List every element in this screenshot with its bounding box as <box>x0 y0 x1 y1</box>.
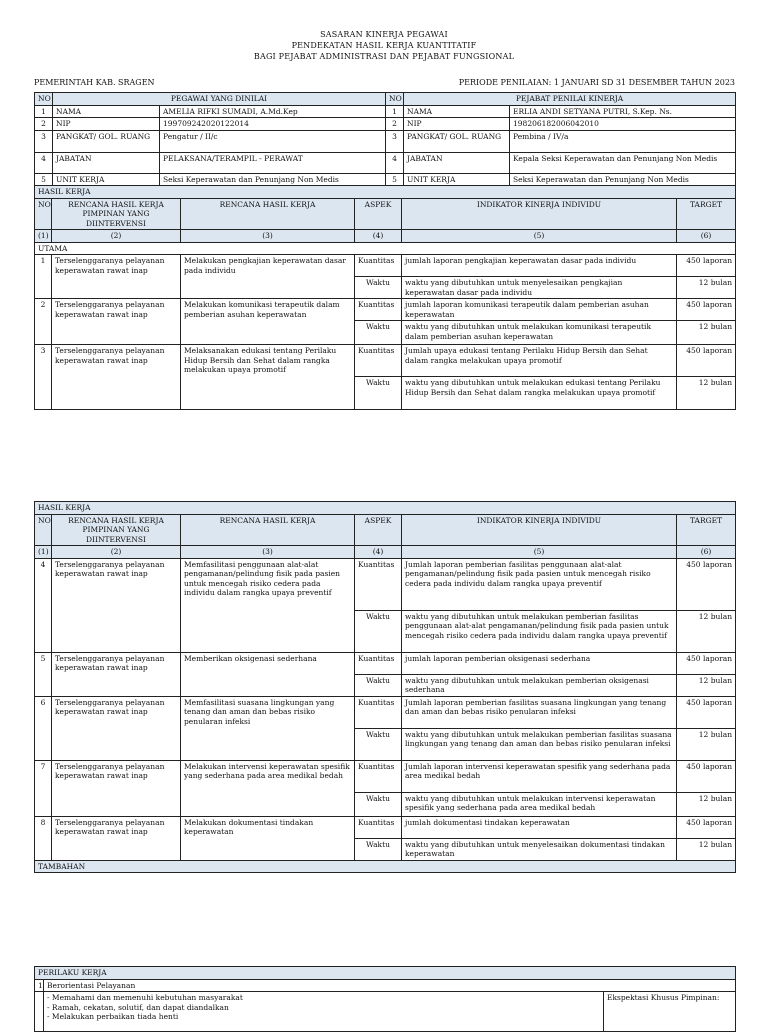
row-no: 1 <box>35 255 52 299</box>
penilai-header: PEJABAT PENILAI KINERJA <box>404 93 736 106</box>
rencana-hasil-kerja: Memfasilitasi suasana lingkungan yang tenang dan aman dan bebas risiko penularan infeksi <box>181 696 355 760</box>
identity-label: NAMA <box>53 105 160 118</box>
rencana-pimpinan: Terselenggaranya pelayanan keperawatan rawat inap <box>52 696 181 760</box>
rencana-hasil-kerja: Memberikan oksigenasi sederhana <box>181 652 355 696</box>
column-header: RENCANA HASIL KERJA PIMPINAN YANG DIINTERVENSI <box>52 198 181 230</box>
column-header: RENCANA HASIL KERJA <box>181 514 355 546</box>
table-row <box>35 760 736 792</box>
identity-no: 2 <box>35 118 53 131</box>
target: 450 laporan <box>677 255 736 277</box>
aspek: Waktu <box>355 792 402 816</box>
pegawai-value: PELAKSANA/TERAMPIL - PERAWAT <box>160 152 386 173</box>
penilai-value: Pembina / IV/a <box>510 130 736 152</box>
aspek: Waktu <box>355 377 402 410</box>
column-header: TARGET <box>677 514 736 546</box>
table-row <box>35 816 736 838</box>
rencana-hasil-kerja: Memfasilitasi penggunaan alat-alat pengamanan/pelindung fisik pada pasien untuk mencegah risiko cedera pada individu dalam rangka upaya preventif <box>181 558 355 652</box>
row-no: 8 <box>35 816 52 860</box>
aspek: Waktu <box>355 321 402 345</box>
utama-label: UTAMA <box>35 242 736 255</box>
target: 12 bulan <box>677 377 736 410</box>
rencana-hasil-kerja: Melakukan pengkajian keperawatan dasar pada individu <box>181 255 355 299</box>
indikator: waktu yang dibutuhkan untuk melakukan pemberian fasilitas penggunaan alat-alat pengamanan/pelindung fisik pada pasien untuk mencegah risiko cedera pada individu dalam rangka upaya preventif <box>402 610 677 652</box>
column-number: (1) <box>35 546 52 559</box>
target: 12 bulan <box>677 792 736 816</box>
identity-row <box>35 118 736 131</box>
pegawai-header: PEGAWAI YANG DINILAI <box>53 93 386 106</box>
target: 12 bulan <box>677 728 736 760</box>
row-no: 7 <box>35 760 52 816</box>
identity-label: JABATAN <box>53 152 160 173</box>
rencana-pimpinan: Terselenggaranya pelayanan keperawatan rawat inap <box>52 255 181 299</box>
target: 450 laporan <box>677 558 736 610</box>
column-header: NO <box>35 514 52 546</box>
identity-table <box>34 92 736 186</box>
column-header-row <box>35 198 736 230</box>
aspek: Kuantitas <box>355 299 402 321</box>
rencana-hasil-kerja: Melakukan intervensi keperawatan spesifik yang sederhana pada area medikal bedah <box>181 760 355 816</box>
penilai-value: 198206182006042010 <box>510 118 736 131</box>
target: 12 bulan <box>677 838 736 860</box>
ekspektasi-pimpinan: Ekspektasi Khusus Pimpinan: <box>604 992 736 1032</box>
aspek: Kuantitas <box>355 760 402 792</box>
indikator: waktu yang dibutuhkan untuk melakukan pemberian oksigenasi sederhana <box>402 674 677 696</box>
perilaku-no: 1 <box>35 979 44 992</box>
column-header-row <box>35 514 736 546</box>
identity-label-right: JABATAN <box>404 152 510 173</box>
target: 12 bulan <box>677 321 736 345</box>
indikator: waktu yang dibutuhkan untuk melakukan edukasi tentang Perilaku Hidup Bersih dan Sehat dalam rangka melakukan upaya promotif <box>402 377 677 410</box>
column-header: ASPEK <box>355 514 402 546</box>
section-row <box>35 186 736 199</box>
aspek: Kuantitas <box>355 255 402 277</box>
column-header: TARGET <box>677 198 736 230</box>
column-header: RENCANA HASIL KERJA PIMPINAN YANG DIINTERVENSI <box>52 514 181 546</box>
hasil-kerja-table-2 <box>34 501 736 873</box>
indikator: jumlah laporan pengkajian keperawatan dasar pada individu <box>402 255 677 277</box>
pegawai-value: Seksi Keperawatan dan Penunjang Non Medis <box>160 173 386 186</box>
identity-no: 3 <box>35 130 53 152</box>
tambahan-label: TAMBAHAN <box>35 860 736 873</box>
hasil-kerja-table-1 <box>34 185 736 410</box>
identity-no-right: 1 <box>386 105 404 118</box>
section-row <box>35 502 736 515</box>
id-no-header: NO <box>35 93 53 106</box>
tambahan-row <box>35 860 736 873</box>
perilaku-point: - Melakukan perbaikan tiada henti <box>47 1012 179 1021</box>
indikator: waktu yang dibutuhkan untuk menyelesaikan pengkajian keperawatan dasar pada individu <box>402 277 677 299</box>
identity-row <box>35 105 736 118</box>
target: 450 laporan <box>677 816 736 838</box>
rencana-pimpinan: Terselenggaranya pelayanan keperawatan rawat inap <box>52 816 181 860</box>
aspek: Kuantitas <box>355 558 402 610</box>
id-no-header-right: NO <box>386 93 404 106</box>
table-row <box>35 652 736 674</box>
row-no: 6 <box>35 696 52 760</box>
column-header: NO <box>35 198 52 230</box>
indikator: jumlah laporan pemberian oksigenasi sederhana <box>402 652 677 674</box>
aspek: Kuantitas <box>355 652 402 674</box>
target: 450 laporan <box>677 696 736 728</box>
column-header: INDIKATOR KINERJA INDIVIDU <box>402 514 677 546</box>
identity-label: UNIT KERJA <box>53 173 160 186</box>
indikator: jumlah laporan komunikasi terapeutik dalam pemberian asuhan keperawatan <box>402 299 677 321</box>
identity-no: 4 <box>35 152 53 173</box>
table-row <box>35 255 736 277</box>
rencana-hasil-kerja: Melakukan dokumentasi tindakan keperawatan <box>181 816 355 860</box>
column-header: INDIKATOR KINERJA INDIVIDU <box>402 198 677 230</box>
identity-label-right: UNIT KERJA <box>404 173 510 186</box>
table-row <box>35 558 736 610</box>
indikator: Jumlah upaya edukasi tentang Perilaku Hidup Bersih dan Sehat dalam rangka melakukan upaya promotif <box>402 345 677 377</box>
column-number: (5) <box>402 546 677 559</box>
identity-row <box>35 152 736 173</box>
table-row <box>35 345 736 377</box>
rencana-hasil-kerja: Melakukan komunikasi terapeutik dalam pemberian asuhan keperawatan <box>181 299 355 345</box>
rencana-pimpinan: Terselenggaranya pelayanan keperawatan rawat inap <box>52 299 181 345</box>
row-no: 4 <box>35 558 52 652</box>
aspek: Kuantitas <box>355 696 402 728</box>
perilaku-kerja-table <box>34 966 736 1032</box>
aspek: Kuantitas <box>355 345 402 377</box>
identity-no: 1 <box>35 105 53 118</box>
column-number: (3) <box>181 546 355 559</box>
pegawai-value: 199709242020122014 <box>160 118 386 131</box>
period-label: PERIODE PENILAIAN: 1 JANUARI SD 31 DESEMBER TAHUN 2023 <box>458 78 735 87</box>
indikator: waktu yang dibutuhkan untuk melakukan pemberian fasilitas suasana lingkungan yang tenang dan aman dan bebas risiko penularan infeksi <box>402 728 677 760</box>
identity-row <box>35 173 736 186</box>
aspek: Waktu <box>355 728 402 760</box>
perilaku-point: - Memahami dan memenuhi kebutuhan masyarakat <box>47 993 243 1002</box>
target: 12 bulan <box>677 277 736 299</box>
table-row <box>35 299 736 321</box>
column-number: (4) <box>355 546 402 559</box>
identity-no: 5 <box>35 173 53 186</box>
target: 450 laporan <box>677 760 736 792</box>
column-number: (2) <box>52 230 181 243</box>
doc-title-line3: BAGI PEJABAT ADMINISTRASI DAN PEJABAT FUNGSIONAL <box>253 52 515 61</box>
perilaku-item: Berorientasi Pelayanan <box>44 979 736 992</box>
column-header: RENCANA HASIL KERJA <box>181 198 355 230</box>
penilai-value: Kepala Seksi Keperawatan dan Penunjang Non Medis <box>510 152 736 173</box>
indikator: Jumlah laporan pemberian fasilitas penggunaan alat-alat pengamanan/pelindung fisik pada pasien untuk mencegah risiko cedera pada individu dalam rangka upaya preventif <box>402 558 677 610</box>
target: 450 laporan <box>677 652 736 674</box>
target: 12 bulan <box>677 610 736 652</box>
doc-title-line2: PENDEKATAN HASIL KERJA KUANTITATIF <box>291 41 477 50</box>
hasil-kerja-label: HASIL KERJA <box>35 186 736 199</box>
rencana-pimpinan: Terselenggaranya pelayanan keperawatan rawat inap <box>52 760 181 816</box>
perilaku-title: PERILAKU KERJA <box>35 967 736 980</box>
perilaku-point: - Ramah, cekatan, solutif, dan dapat diandalkan <box>47 1002 229 1012</box>
row-no: 2 <box>35 299 52 345</box>
rencana-pimpinan: Terselenggaranya pelayanan keperawatan rawat inap <box>52 345 181 410</box>
identity-no-right: 5 <box>386 173 404 186</box>
group-row <box>35 242 736 255</box>
pegawai-value: AMELIA RIFKI SUMADI, A.Md.Kep <box>160 105 386 118</box>
indikator: waktu yang dibutuhkan untuk melakukan intervensi keperawatan spesifik yang sederhana pada area medikal bedah <box>402 792 677 816</box>
indikator: waktu yang dibutuhkan untuk melakukan komunikasi terapeutik dalam pemberian asuhan keperawatan <box>402 321 677 345</box>
aspek: Kuantitas <box>355 816 402 838</box>
column-number: (1) <box>35 230 52 243</box>
indikator: waktu yang dibutuhkan untuk menyelesaikan dokumentasi tindakan keperawatan <box>402 838 677 860</box>
identity-no-right: 4 <box>386 152 404 173</box>
rencana-pimpinan: Terselenggaranya pelayanan keperawatan rawat inap <box>52 652 181 696</box>
rencana-hasil-kerja: Melaksanakan edukasi tentang Perilaku Hidup Bersih dan Sehat dalam rangka melakukan upaya promotif <box>181 345 355 410</box>
rencana-pimpinan: Terselenggaranya pelayanan keperawatan rawat inap <box>52 558 181 652</box>
identity-label-right: NIP <box>404 118 510 131</box>
column-number: (3) <box>181 230 355 243</box>
column-number: (6) <box>677 546 736 559</box>
perilaku-spacer <box>35 992 44 1032</box>
column-number: (4) <box>355 230 402 243</box>
target: 450 laporan <box>677 299 736 321</box>
identity-row <box>35 130 736 152</box>
identity-label-right: NAMA <box>404 105 510 118</box>
target: 450 laporan <box>677 345 736 377</box>
identity-label: NIP <box>53 118 160 131</box>
indikator: Jumlah laporan intervensi keperawatan spesifik yang sederhana pada area medikal bedah <box>402 760 677 792</box>
column-number-row <box>35 546 736 559</box>
doc-title-line1: SASARAN KINERJA PEGAWAI <box>320 30 448 39</box>
identity-no-right: 2 <box>386 118 404 131</box>
penilai-value: ERLIA ANDI SETYANA PUTRI, S.Kep. Ns. <box>510 105 736 118</box>
identity-label: PANGKAT/ GOL. RUANG <box>53 130 160 152</box>
pegawai-value: Pengatur / II/c <box>160 130 386 152</box>
row-no: 3 <box>35 345 52 410</box>
column-number: (5) <box>402 230 677 243</box>
column-number: (6) <box>677 230 736 243</box>
hasil-kerja-label: HASIL KERJA <box>35 502 736 515</box>
row-no: 5 <box>35 652 52 696</box>
target: 12 bulan <box>677 674 736 696</box>
indikator: Jumlah laporan pemberian fasilitas suasana lingkungan yang tenang dan aman dan bebas risiko penularan infeksi <box>402 696 677 728</box>
aspek: Waktu <box>355 277 402 299</box>
aspek: Waktu <box>355 674 402 696</box>
column-header: ASPEK <box>355 198 402 230</box>
table-row <box>35 696 736 728</box>
identity-label-right: PANGKAT/ GOL. RUANG <box>404 130 510 152</box>
column-number: (2) <box>52 546 181 559</box>
aspek: Waktu <box>355 838 402 860</box>
indikator: jumlah dokumentasi tindakan keperawatan <box>402 816 677 838</box>
column-number-row <box>35 230 736 243</box>
penilai-value: Seksi Keperawatan dan Penunjang Non Medis <box>510 173 736 186</box>
organization-label: PEMERINTAH KAB. SRAGEN <box>34 78 155 87</box>
aspek: Waktu <box>355 610 402 652</box>
identity-no-right: 3 <box>386 130 404 152</box>
perilaku-points <box>44 992 604 1032</box>
